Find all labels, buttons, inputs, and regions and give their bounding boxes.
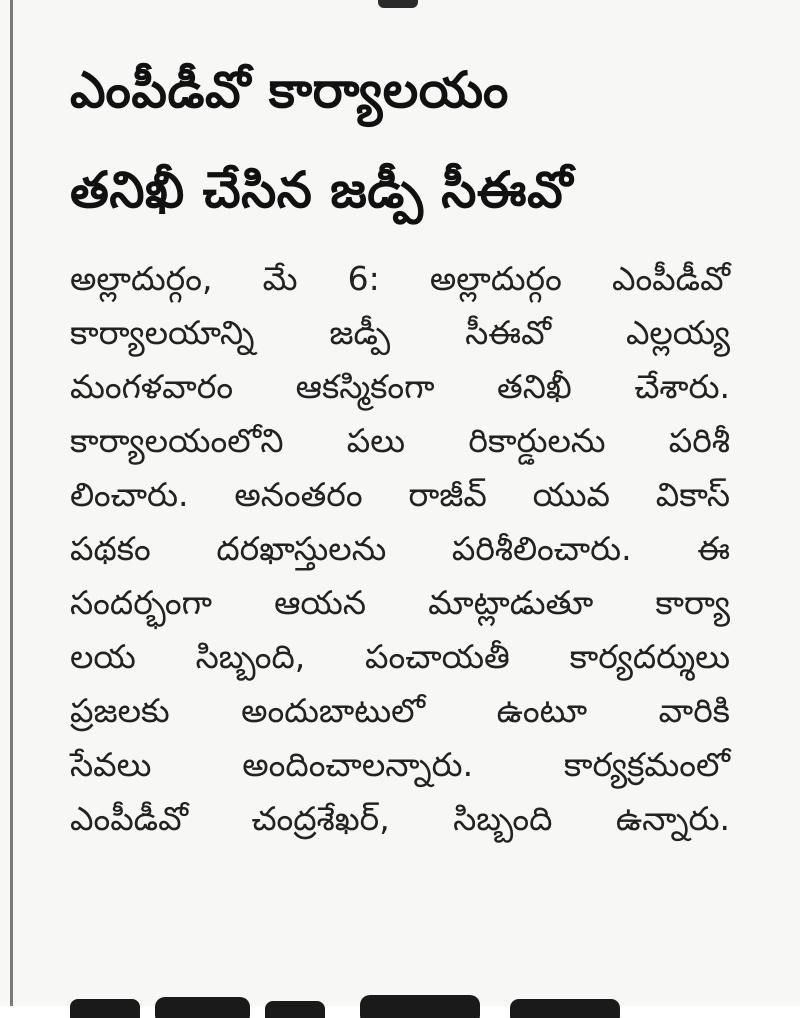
body-line: మంగళవారం ఆకస్మికంగా తనిఖీ చేశారు. <box>70 367 730 406</box>
news-article <box>70 40 750 846</box>
body-line: కార్యాలయాన్ని జడ్పీ సీఈవో ఎల్లయ్య <box>70 313 730 352</box>
article-headline <box>70 40 750 240</box>
body-line: లించారు. అనంతరం రాజీవ్ యువ వికాస్ <box>70 475 730 514</box>
cut-off-headline-shapes <box>70 985 630 1018</box>
previous-article-fragment <box>378 0 418 8</box>
headline-line: ఎంపీడీవో కార్యాలయం <box>70 61 509 119</box>
article-body <box>70 252 750 846</box>
body-line: సేవలు అందించాలన్నారు. కార్యక్రమంలో <box>70 745 730 784</box>
column-divider <box>10 0 13 1006</box>
next-article-headline-fragment <box>70 978 630 1018</box>
body-line: పథకం దరఖాస్తులను పరిశీలించారు. ఈ <box>70 529 730 568</box>
body-line: సందర్భంగా ఆయన మాట్లాడుతూ కార్యా <box>70 583 730 622</box>
body-line: ప్రజలకు అందుబాటులో ఉంటూ వారికి <box>70 691 730 730</box>
body-line: అల్లాదుర్గం, మే 6: అల్లాదుర్గం ఎంపీడీవో <box>70 259 730 298</box>
headline-line: తనిఖీ చేసిన జడ్పీ సీఈవో <box>70 161 573 219</box>
body-line: లయ సిబ్బంది, పంచాయతీ కార్యదర్శులు <box>70 637 730 676</box>
body-line: ఎంపీడీవో చంద్రశేఖర్, సిబ్బంది ఉన్నారు. <box>70 799 730 838</box>
body-line: కార్యాలయంలోని పలు రికార్డులను పరిశీ <box>70 421 730 460</box>
